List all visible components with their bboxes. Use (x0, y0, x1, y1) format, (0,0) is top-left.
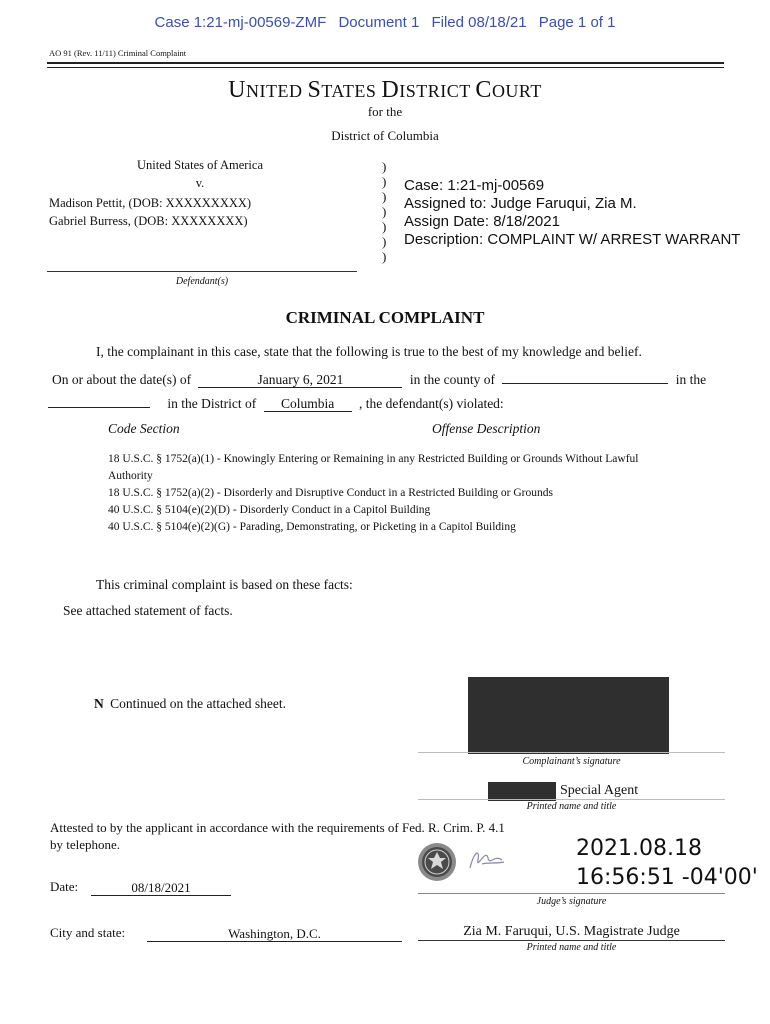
redacted-complainant-signature (468, 677, 669, 754)
attestation-line-2: by telephone. (50, 837, 121, 852)
filed-date: Filed 08/18/21 (431, 14, 527, 31)
digital-signature-date: 2021.08.18 (576, 836, 702, 861)
signing-date: 08/18/2021 (91, 880, 231, 896)
caption-parentheses: ) ) ) ) ) ) ) (382, 159, 387, 264)
complainant-signature-label: Complainant’s signature (522, 756, 621, 767)
stamp-assigned: Assigned to: Judge Faruqui, Zia M. (404, 195, 637, 212)
judge-signature-label: Judge’s signature (536, 896, 607, 907)
digital-signature-time: 16:56:51 -04'00' (576, 865, 758, 890)
offense-description-header: Offense Description (432, 421, 541, 436)
judge-printed-line (418, 940, 725, 941)
district-name: District of Columbia (331, 128, 439, 143)
versus: v. (195, 176, 205, 190)
stamp-case: Case: 1:21-mj-00569 (404, 177, 545, 194)
court-seal-icon (417, 842, 457, 882)
stamp-assign-date: Assign Date: 8/18/2021 (404, 213, 560, 230)
court-name: UNITED STATES DISTRICT COURT (228, 77, 542, 103)
offense-line: Authority (108, 470, 153, 482)
for-the: for the (367, 104, 403, 119)
judge-signature-line (418, 893, 725, 894)
filing-header (0, 14, 770, 31)
county-blank (502, 368, 668, 384)
date-line: On or about the date(s) of January 6, 2021 in the county of in the (52, 368, 706, 388)
continued-line: N Continued on the attached sheet. (94, 696, 286, 711)
case-number: Case 1:21-mj-00569-ZMF (154, 14, 327, 31)
attestation-line-1: Attested to by the applicant in accordance with the requirements of Fed. R. Crim. P. 4.1 (50, 820, 505, 835)
stamp-description: Description: COMPLAINT W/ ARREST WARRANT (404, 231, 741, 248)
document-number: Document 1 (338, 14, 420, 31)
offense-line: 18 U.S.C. § 1752(a)(1) - Knowingly Entering or Remaining in any Restricted Building or Grounds Without Lawful (108, 453, 639, 465)
city-state-label: City and state: (50, 925, 126, 940)
complainant-printed-label: Printed name and title (526, 801, 617, 812)
offense-line: 18 U.S.C. § 1752(a)(2) - Disorderly and Disruptive Conduct in a Restricted Building or Grounds (108, 487, 553, 499)
district-line: in the District of Columbia , the defendant(s) violated: (48, 392, 504, 412)
defendant-2: Gabriel Burress, (DOB: XXXXXXXX) (49, 214, 248, 228)
page-number: Page 1 of 1 (538, 14, 616, 31)
defendant-label: Defendant(s) (175, 276, 229, 287)
offense-line: 40 U.S.C. § 5104(e)(2)(D) - Disorderly Conduct in a Capitol Building (108, 504, 431, 516)
offense-line: 40 U.S.C. § 5104(e)(2)(G) - Parading, Demonstrating, or Picketing in a Capitol Building (108, 521, 516, 533)
city-state: Washington, D.C. (147, 926, 402, 942)
complainant-printed-line (418, 799, 725, 800)
date-label: Date: (50, 879, 79, 894)
complainant-signature-line (418, 752, 725, 753)
facts-intro: This criminal complaint is based on these facts: (96, 577, 353, 592)
digital-signature-stamp (576, 834, 758, 892)
document-title: CRIMINAL COMPLAINT (285, 308, 485, 327)
judge-printed-label: Printed name and title (526, 942, 617, 953)
assignment-stamp (404, 177, 740, 249)
offense-date: January 6, 2021 (198, 372, 402, 388)
judge-signature-icon (464, 842, 508, 876)
form-id: AO 91 (Rev. 11/11) Criminal Complaint (49, 48, 187, 58)
offense-list (108, 451, 728, 536)
district-fill: Columbia (264, 396, 352, 412)
continued-checkbox[interactable]: N (94, 696, 104, 711)
code-section-header: Code Section (108, 421, 180, 436)
see-attached: See attached statement of facts. (63, 603, 233, 618)
defendant-1: Madison Pettit, (DOB: XXXXXXXXX) (49, 196, 252, 210)
top-rule-thick (47, 62, 724, 64)
plaintiff: United States of America (136, 158, 263, 172)
blank-before-district (48, 392, 150, 408)
agent-title: Special Agent (560, 783, 639, 798)
complainant-statement: I, the complainant in this case, state that the following is true to the best of my knowledge and belief. (96, 344, 642, 359)
top-rule-thin (47, 67, 724, 68)
judge-name: Zia M. Faruqui, U.S. Magistrate Judge (463, 924, 680, 939)
defendant-line (47, 271, 357, 272)
